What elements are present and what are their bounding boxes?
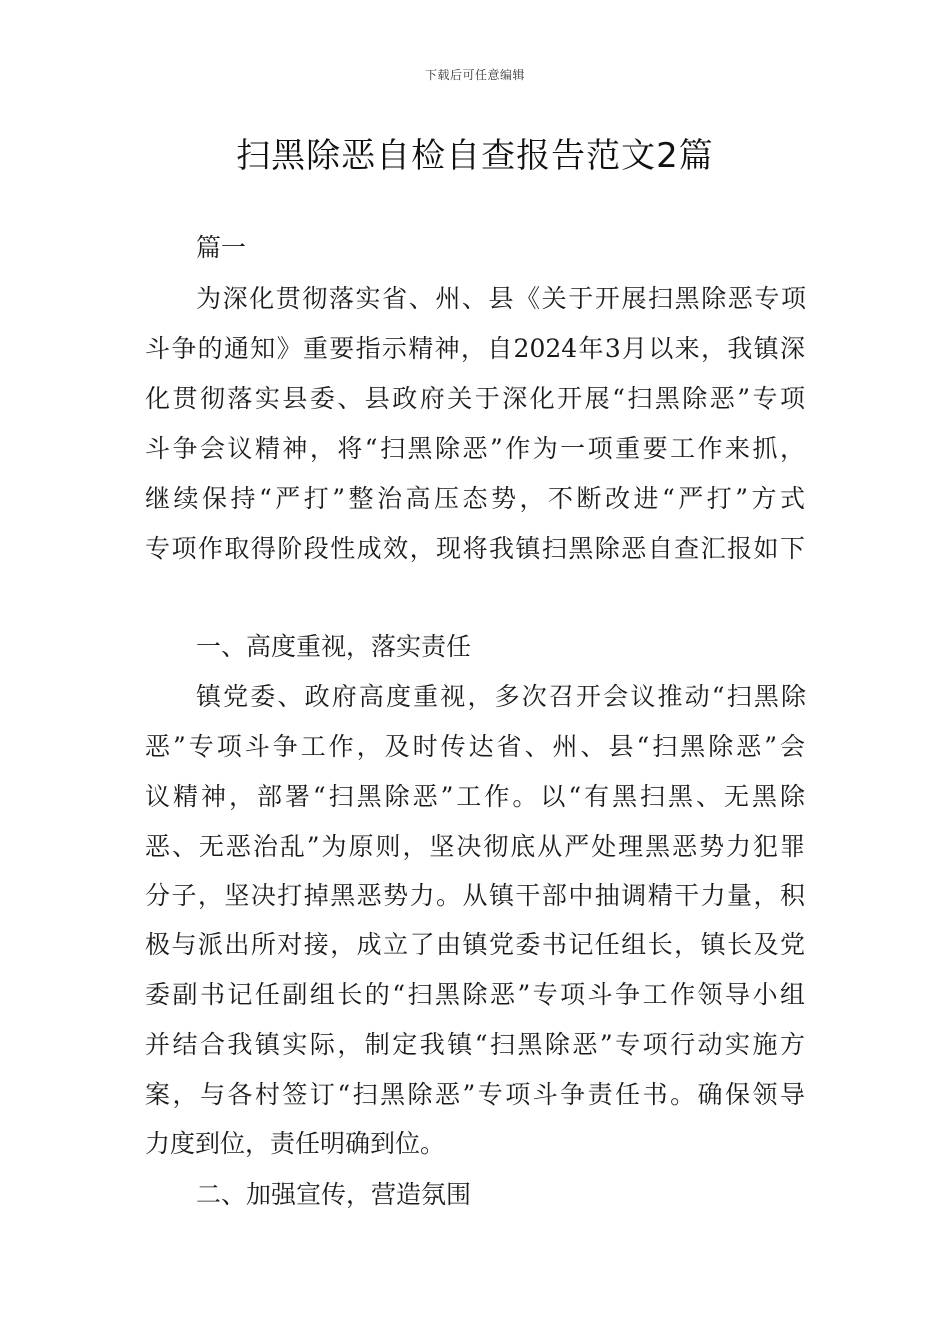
paragraph-line: 极与派出所对接，成立了由镇党委书记任组长，镇长及党 <box>145 930 805 959</box>
paragraph-line: 镇党委、政府高度重视，多次召开会议推动“扫黑除 <box>196 682 806 711</box>
paragraph-line: 分子，坚决打掉黑恶势力。从镇干部中抽调精干力量，积 <box>145 881 805 910</box>
document-title: 扫黑除恶自检自查报告范文2篇 <box>236 136 714 176</box>
paragraph-line: 恶、无恶治乱”为原则，坚决彻底从严处理黑恶势力犯罪 <box>145 832 805 861</box>
paragraph-line: 斗争的通知》重要指示精神，自2024年3月以来，我镇深 <box>145 334 805 363</box>
paragraph-line: 案，与各村签订“扫黑除恶”专项斗争责任书。确保领导 <box>145 1080 805 1109</box>
paragraph-line: 力度到位，责任明确到位。 <box>145 1129 446 1158</box>
paragraph-line: 斗争会议精神，将“扫黑除恶”作为一项重要工作来抓， <box>145 434 805 463</box>
section-heading-1: 一、高度重视，落实责任 <box>196 632 472 661</box>
paragraph-line: 委副书记任副组长的“扫黑除恶”专项斗争工作领导小组 <box>145 980 805 1009</box>
paragraph-line: 并结合我镇实际，制定我镇“扫黑除恶”专项行动实施方 <box>145 1030 805 1059</box>
paragraph-line: 继续保持“严打”整治高压态势，不断改进“严打”方式 <box>145 484 805 513</box>
paragraph-line: 化贯彻落实县委、县政府关于深化开展“扫黑除恶”专项 <box>145 384 805 413</box>
paragraph-line: 专项作取得阶段性成效，现将我镇扫黑除恶自查汇报如下 <box>145 534 805 563</box>
header-note: 下载后可任意编辑 <box>424 68 525 82</box>
section-heading-2: 二、加强宣传，营造氛围 <box>196 1180 472 1209</box>
paragraph-line: 为深化贯彻落实省、州、县《关于开展扫黑除恶专项 <box>196 284 806 313</box>
section-label: 篇一 <box>196 233 247 262</box>
paragraph-line: 议精神，部署“扫黑除恶”工作。以“有黑扫黑、无黑除 <box>145 782 805 811</box>
paragraph-line: 恶”专项斗争工作，及时传达省、州、县“扫黑除恶”会 <box>145 732 805 761</box>
